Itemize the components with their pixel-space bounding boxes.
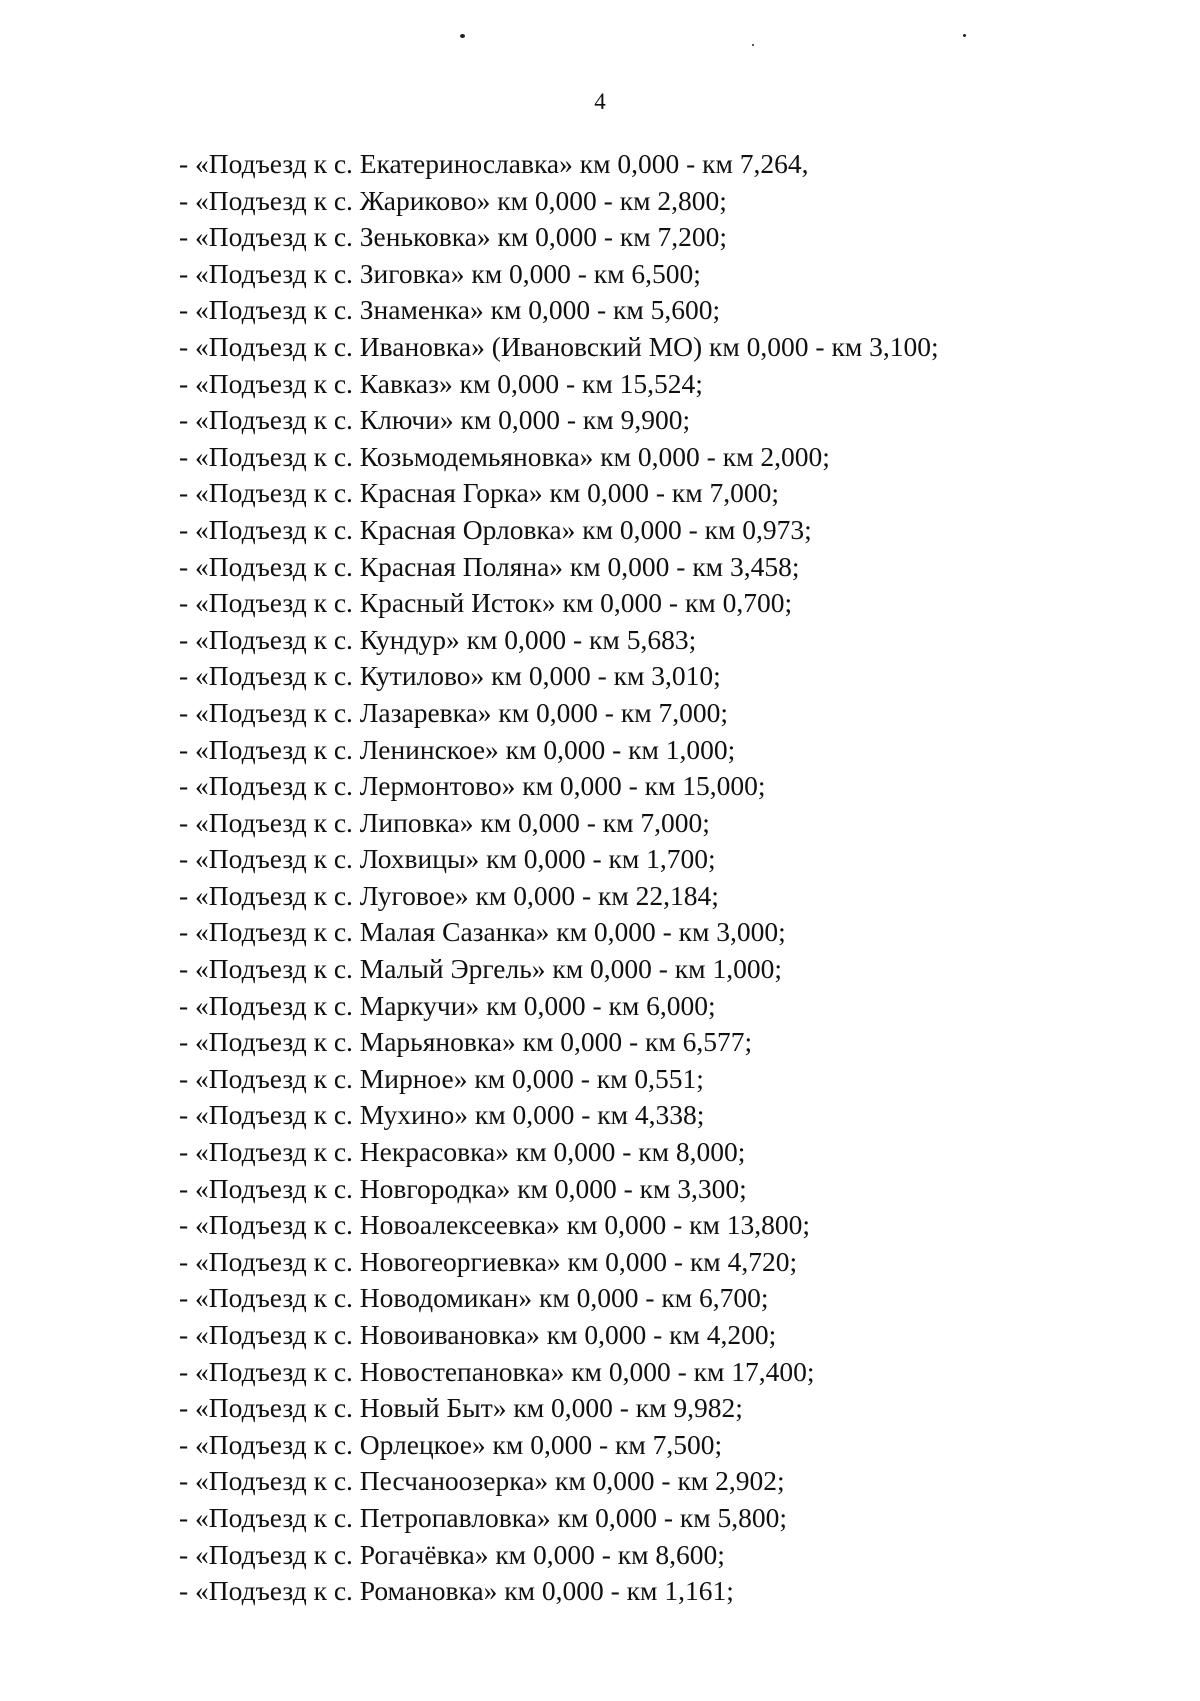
- road-list-item: - «Подъезд к с. Красная Поляна» км 0,000 - км 3,458;: [179, 550, 800, 582]
- road-list-item: - «Подъезд к с. Красный Исток» км 0,000 - км 0,700;: [179, 587, 793, 619]
- road-list-item: - «Подъезд к с. Рогачёвка» км 0,000 - км 8,600;: [179, 1538, 725, 1570]
- road-list-item: - «Подъезд к с. Маркучи» км 0,000 - км 6,000;: [179, 989, 716, 1021]
- road-list-item: - «Подъезд к с. Ивановка» (Ивановский МО) км 0,000 - км 3,100;: [179, 330, 939, 362]
- road-list-item: - «Подъезд к с. Мирное» км 0,000 - км 0,551;: [179, 1062, 704, 1094]
- road-list-item: - «Подъезд к с. Красная Горка» км 0,000 - км 7,000;: [179, 477, 780, 509]
- road-list-item: - «Подъезд к с. Новоивановка» км 0,000 - км 4,200;: [179, 1319, 777, 1350]
- road-list-item: - «Подъезд к с. Новгородка» км 0,000 - км 3,300;: [179, 1172, 747, 1204]
- scan-speck: [752, 44, 754, 46]
- road-list-item: - «Подъезд к с. Кавказ» км 0,000 - км 15,524;: [179, 367, 703, 399]
- road-list-item: - «Подъезд к с. Песчаноозерка» км 0,000 - км 2,902;: [179, 1465, 785, 1497]
- road-list-item: - «Подъезд к с. Красная Орловка» км 0,000 - км 0,973;: [179, 513, 812, 545]
- scan-speck: [460, 34, 465, 38]
- road-list-item: - «Подъезд к с. Лермонтово» км 0,000 - км 15,000;: [179, 770, 766, 802]
- road-list: [179, 146, 1139, 1610]
- road-list-item: - «Подъезд к с. Мухино» км 0,000 - км 4,338;: [179, 1099, 705, 1131]
- road-list-item: - «Подъезд к с. Козьмодемьяновка» км 0,000 - км 2,000;: [179, 440, 830, 472]
- road-list-item: - «Подъезд к с. Новогеоргиевка» км 0,000 - км 4,720;: [179, 1245, 798, 1277]
- road-list-item: - «Подъезд к с. Кутилово» км 0,000 - км 3,010;: [179, 660, 721, 692]
- road-list-item: - «Подъезд к с. Романовка» км 0,000 - км 1,161;: [179, 1575, 734, 1607]
- road-list-item: - «Подъезд к с. Марьяновка» км 0,000 - км 6,577;: [179, 1026, 753, 1058]
- road-list-item: - «Подъезд к с. Кундур» км 0,000 - км 5,683;: [179, 623, 697, 655]
- road-list-item: - «Подъезд к с. Лохвицы» км 0,000 - км 1,700;: [179, 843, 716, 875]
- scan-speck: [963, 34, 966, 37]
- page-number: 4: [594, 89, 606, 114]
- road-list-item: - «Подъезд к с. Некрасовка» км 0,000 - км 8,000;: [179, 1136, 746, 1168]
- road-list-item: - «Подъезд к с. Ключи» км 0,000 - км 9,900;: [179, 404, 691, 436]
- road-list-item: - «Подъезд к с. Жариково» км 0,000 - км 2,800;: [179, 184, 727, 216]
- road-list-item: - «Подъезд к с. Лазаревка» км 0,000 - км 7,000;: [179, 696, 728, 728]
- road-list-item: - «Подъезд к с. Зеньковка» км 0,000 - км 7,200;: [179, 221, 728, 253]
- road-list-item: - «Подъезд к с. Зиговка» км 0,000 - км 6,500;: [179, 257, 701, 289]
- road-list-item: - «Подъезд к с. Новодомикан» км 0,000 - км 6,700;: [179, 1282, 769, 1314]
- road-list-item: - «Подъезд к с. Малый Эргель» км 0,000 - км 1,000;: [179, 953, 782, 985]
- road-list-item: - «Подъезд к с. Липовка» км 0,000 - км 7,000;: [179, 806, 710, 838]
- road-list-item: - «Подъезд к с. Петропавловка» км 0,000 - км 5,800;: [179, 1501, 788, 1533]
- road-list-item: - «Подъезд к с. Новостепановка» км 0,000 - км 17,400;: [179, 1355, 815, 1387]
- road-list-item: - «Подъезд к с. Екатеринославка» км 0,000 - км 7,264,: [179, 148, 809, 179]
- road-list-item: - «Подъезд к с. Новый Быт» км 0,000 - км 9,982;: [179, 1392, 743, 1424]
- road-list-item: - «Подъезд к с. Знаменка» км 0,000 - км 5,600;: [179, 294, 721, 326]
- road-list-item: - «Подъезд к с. Луговое» км 0,000 - км 22,184;: [179, 879, 719, 911]
- road-list-item: - «Подъезд к с. Новоалексеевка» км 0,000 - км 13,800;: [179, 1209, 811, 1241]
- road-list-item: - «Подъезд к с. Малая Сазанка» км 0,000 - км 3,000;: [179, 916, 786, 948]
- road-list-item: - «Подъезд к с. Орлецкое» км 0,000 - км 7,500;: [179, 1428, 723, 1460]
- road-list-item: - «Подъезд к с. Ленинское» км 0,000 - км 1,000;: [179, 733, 736, 765]
